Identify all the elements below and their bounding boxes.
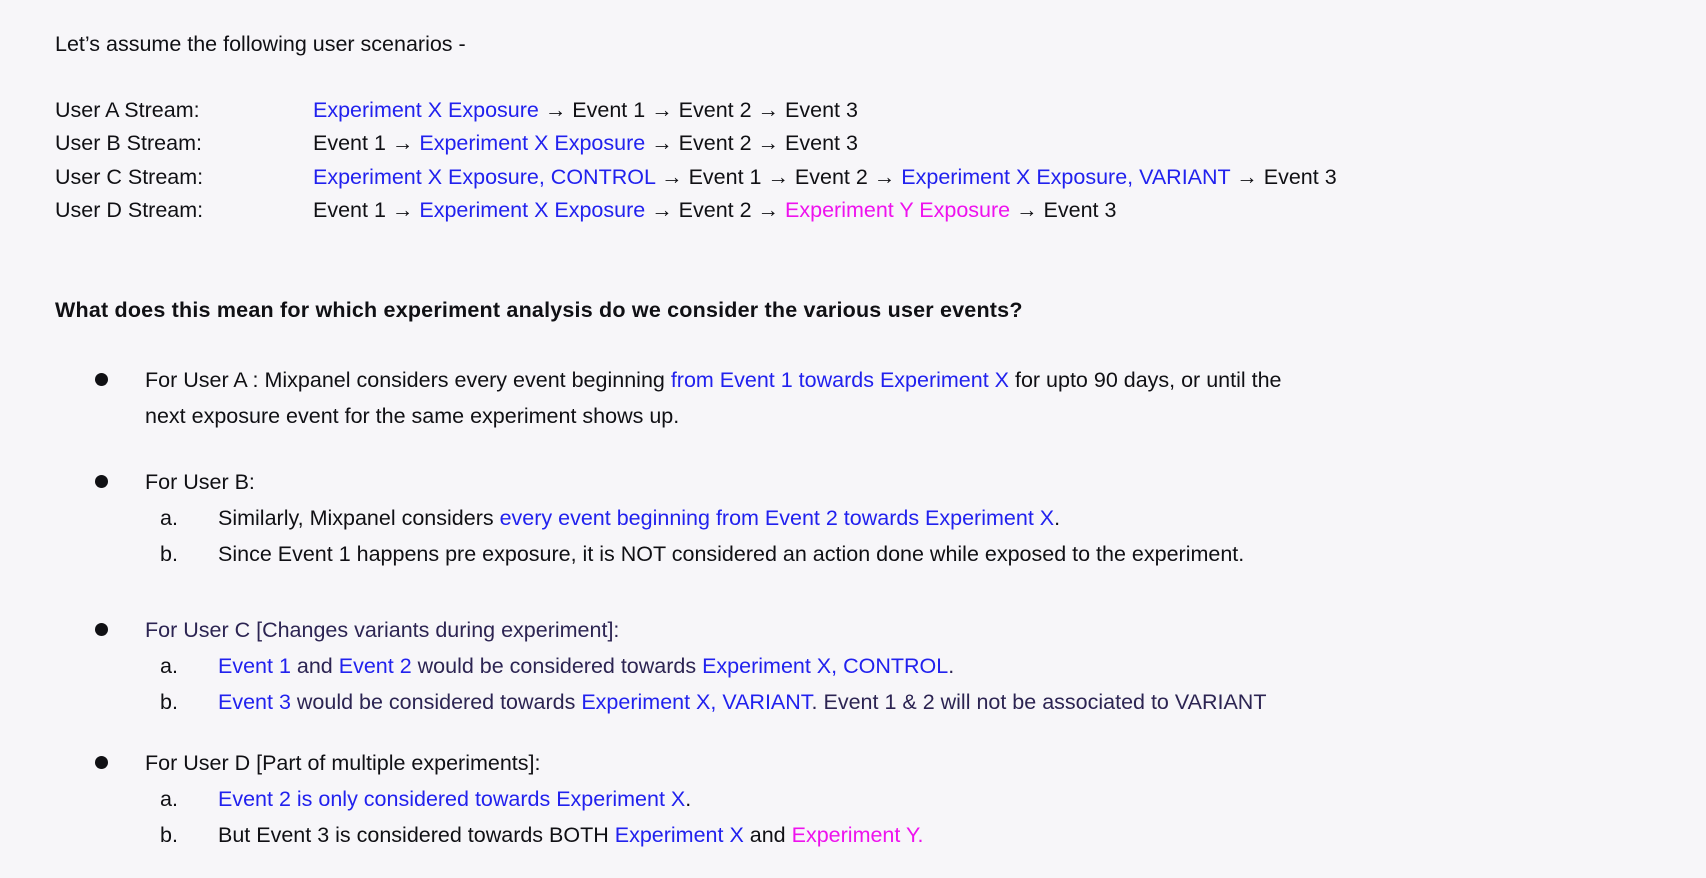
- bullet-line: [55, 398, 1675, 434]
- bullet-text: [145, 398, 679, 434]
- text-segment: For User B:: [145, 470, 255, 494]
- stream-row: [55, 194, 1337, 227]
- text-segment: Experiment X Exposure: [313, 98, 539, 122]
- stream-content: [313, 194, 1116, 227]
- bullet-line: [55, 612, 1675, 648]
- text-segment: → Event 1 → Event 2 →: [655, 164, 902, 189]
- text-segment: .: [685, 787, 692, 811]
- text-segment: and: [290, 654, 339, 678]
- text-segment: Experiment X, CONTROL: [702, 654, 949, 678]
- text-segment: → Event 3: [1230, 164, 1337, 189]
- bullet-text: [145, 745, 540, 781]
- text-segment: Experiment Y.: [791, 823, 924, 847]
- text-segment: Experiment X Exposure, CONTROL: [313, 164, 656, 189]
- bullet-group: [55, 612, 1675, 720]
- text-segment: would be considered towards: [411, 654, 703, 678]
- text-segment: For User A : Mixpanel considers every event beginning: [145, 368, 671, 392]
- bullet-group: [55, 464, 1675, 572]
- text-segment: for upto 90 days, or until the: [1009, 368, 1282, 392]
- bullet-text: [145, 464, 255, 500]
- bullet-line: [55, 362, 1675, 398]
- text-segment: from Event 1 towards Experiment X: [670, 368, 1009, 392]
- text-segment: → Event 1 → Event 2 → Event 3: [538, 98, 858, 122]
- text-segment: Experiment X Exposure, VARIANT: [901, 164, 1231, 189]
- text-segment: But Event 3 is considered towards BOTH: [218, 823, 615, 847]
- bullet-icon: [95, 756, 108, 769]
- sub-item-marker: a.: [160, 654, 178, 678]
- sub-item: [55, 536, 1675, 572]
- text-segment: .: [1054, 506, 1061, 530]
- text-segment: For User D [Part of multiple experiments]:: [145, 751, 541, 775]
- text-segment: Event 2: [338, 654, 412, 678]
- stream-row: [55, 127, 1337, 160]
- stream-label: User A Stream:: [55, 98, 200, 122]
- stream-content: [313, 161, 1337, 194]
- bullet-line: [55, 464, 1675, 500]
- stream-row: [55, 94, 1337, 127]
- text-segment: Event 1 →: [313, 131, 420, 156]
- stream-content: [313, 94, 858, 127]
- text-segment: .: [948, 654, 955, 678]
- sub-item-text: [218, 654, 954, 678]
- text-segment: For User C [Changes variants during experiment]:: [145, 618, 620, 642]
- sub-item-text: [218, 823, 924, 847]
- stream-label: User C Stream:: [55, 164, 204, 189]
- sub-item: [55, 684, 1675, 720]
- user-streams-block: [55, 94, 1337, 228]
- text-segment: Event 2 is only considered towards Experiment X: [218, 787, 686, 811]
- text-segment: Since Event 1 happens pre exposure, it is NOT considered an action done while exposed to the experiment.: [218, 542, 1245, 566]
- sub-item-marker: a.: [160, 506, 178, 530]
- text-segment: → Event 3: [1010, 198, 1117, 223]
- stream-label: User B Stream:: [55, 131, 202, 156]
- text-segment: . Event 1 & 2 will not be associated to VARIANT: [811, 690, 1267, 714]
- stream-row: [55, 161, 1337, 194]
- bullet-text: [145, 612, 619, 648]
- intro-text: Let’s assume the following user scenarios -: [55, 32, 466, 56]
- bullet-text: [145, 362, 1282, 398]
- text-segment: → Event 2 →: [645, 198, 786, 223]
- text-segment: Experiment X, VARIANT: [581, 690, 812, 714]
- stream-label: User D Stream:: [55, 198, 204, 223]
- text-segment: Experiment X Exposure: [419, 198, 646, 223]
- text-segment: and: [743, 823, 792, 847]
- sub-item: [55, 781, 1675, 817]
- text-segment: would be considered towards: [290, 690, 582, 714]
- text-segment: Experiment X Exposure: [419, 131, 646, 156]
- sub-item-text: [218, 787, 691, 811]
- text-segment: Event 3: [218, 690, 291, 714]
- text-segment: next exposure event for the same experiment shows up.: [145, 404, 680, 428]
- bullet-icon: [95, 475, 108, 488]
- bullet-icon: [95, 623, 108, 636]
- bullet-group: [55, 745, 1675, 853]
- stream-content: [313, 127, 858, 160]
- sub-item-text: [218, 506, 1060, 530]
- sub-item: [55, 817, 1675, 853]
- sub-item-text: [218, 542, 1244, 566]
- text-segment: Experiment Y Exposure: [785, 198, 1011, 223]
- bullet-group: [55, 362, 1675, 434]
- question-heading: What does this mean for which experiment analysis do we consider the various user events?: [55, 298, 1023, 322]
- sub-item-marker: a.: [160, 787, 178, 811]
- sub-item-marker: b.: [160, 823, 178, 847]
- text-segment: Event 1 →: [313, 198, 420, 223]
- sub-item-text: [218, 690, 1266, 714]
- sub-item-marker: b.: [160, 690, 178, 714]
- text-segment: Event 1: [218, 654, 291, 678]
- text-segment: every event beginning from Event 2 towards Experiment X: [499, 506, 1055, 530]
- bullet-icon: [95, 373, 108, 386]
- sub-item: [55, 648, 1675, 684]
- bullet-line: [55, 745, 1675, 781]
- text-segment: Similarly, Mixpanel considers: [218, 506, 500, 530]
- sub-item-marker: b.: [160, 542, 178, 566]
- text-segment: → Event 2 → Event 3: [645, 131, 858, 156]
- text-segment: Experiment X: [614, 823, 744, 847]
- sub-item: [55, 500, 1675, 536]
